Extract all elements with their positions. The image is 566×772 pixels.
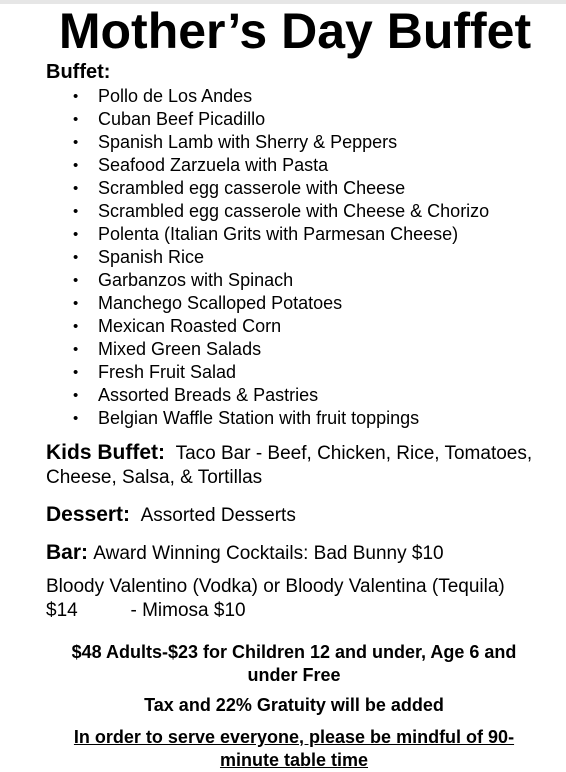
buffet-item-label: Fresh Fruit Salad [98,362,237,382]
bar-cocktails [46,575,556,623]
page-title: Mother’s Day Buffet [58,3,532,59]
list-item [0,108,489,131]
bullet-icon: • [73,341,79,358]
list-item [0,407,489,430]
bar-section [46,541,444,566]
list-item [0,384,489,407]
buffet-item-label: Seafood Zarzuela with Pasta [98,155,329,175]
buffet-item-label: Scrambled egg casserole with Cheese [98,178,406,198]
list-item [0,177,489,200]
buffet-item-label: Belgian Waffle Station with fruit toppings [98,408,420,428]
bullet-icon: • [73,226,79,243]
bar-label: Bar: [46,541,89,564]
bullet-icon: • [73,364,79,381]
bullet-icon: • [73,203,79,220]
bar-cocktails-line: Bloody Valentino (Vodka) or Bloody Valentina (Tequila) [46,576,505,597]
buffet-item-label: Cuban Beef Picadillo [98,109,266,129]
bullet-icon: • [73,134,79,151]
buffet-item-label: Assorted Breads & Pastries [98,385,319,405]
buffet-item-label: Spanish Lamb with Sherry & Peppers [98,132,398,152]
bullet-icon: • [73,180,79,197]
bullet-icon: • [73,111,79,128]
bullet-icon: • [73,88,79,105]
tax-gratuity-note: Tax and 22% Gratuity will be added [144,695,444,715]
list-item [0,361,489,384]
buffet-item-label: Polenta (Italian Grits with Parmesan Cheese) [98,224,459,244]
buffet-item-label: Scrambled egg casserole with Cheese & Chorizo [98,201,490,221]
list-item [0,315,489,338]
kids-buffet-label: Kids Buffet: [46,441,165,464]
pricing-text: $48 Adults-$23 for Children 12 and under, Age 6 and under Free [71,642,517,685]
bullet-icon: • [73,295,79,312]
kids-buffet-text: Taco Bar - Beef, Chicken, Rice, Tomatoes, Cheese, Salsa, & Tortillas [46,443,533,488]
list-item [0,292,489,315]
dessert-label: Dessert: [46,503,131,526]
buffet-item-label: Spanish Rice [98,247,205,267]
bullet-icon: • [73,387,79,404]
bullet-icon: • [73,157,79,174]
buffet-item-label: Pollo de Los Andes [98,86,253,106]
bar-text: Award Winning Cocktails: Bad Bunny $10 [93,543,444,564]
bullet-icon: • [73,410,79,427]
list-item [0,154,489,177]
dessert-text: Assorted Desserts [140,505,296,526]
buffet-item-label: Mixed Green Salads [98,339,262,359]
buffet-list [0,85,489,430]
list-item [0,338,489,361]
list-item [0,223,489,246]
buffet-item-label: Manchego Scalloped Potatoes [98,293,343,313]
buffet-item-label: Garbanzos with Spinach [98,270,294,290]
bar-cocktails-line: $14 - Mimosa $10 [46,600,246,621]
list-item [0,200,489,223]
list-item [0,269,489,292]
buffet-item-label: Mexican Roasted Corn [98,316,282,336]
table-time-notice: In order to serve everyone, please be mindful of 90-minute table time [73,727,515,770]
list-item [0,131,489,154]
bullet-icon: • [73,272,79,289]
kids-buffet-section [46,441,546,490]
bullet-icon: • [73,249,79,266]
list-item [0,246,489,269]
buffet-label: Buffet: [46,61,111,83]
dessert-section [46,503,296,528]
list-item [0,85,489,108]
bullet-icon: • [73,318,79,335]
